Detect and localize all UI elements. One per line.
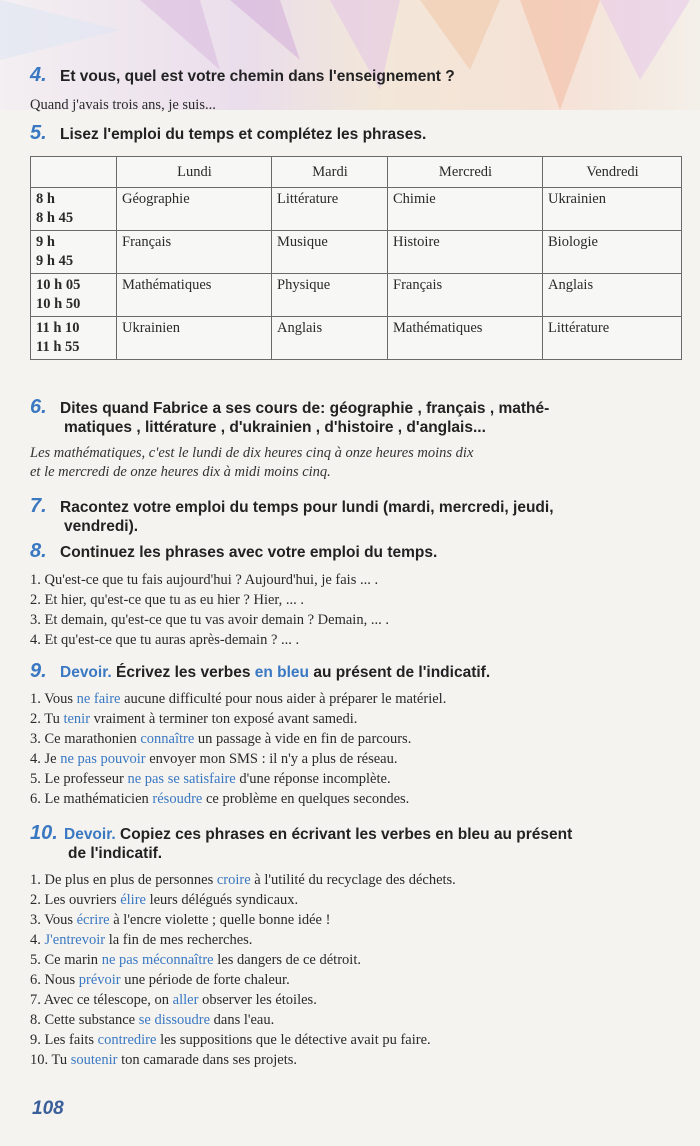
list-item bbox=[30, 991, 317, 1010]
table-row bbox=[31, 188, 682, 231]
exercise-4-prompt: Quand j'avais trois ans, je suis... bbox=[30, 97, 216, 113]
exercise-10-heading bbox=[30, 824, 686, 863]
header-cell-mardi: Mardi bbox=[272, 157, 388, 188]
list-item: 2. Et hier, qu'est-ce que tu as eu hier ? Hier, ... . bbox=[30, 592, 305, 608]
list-item bbox=[30, 770, 391, 789]
sentence-end: à l'utilité du recyclage des déchets. bbox=[250, 872, 456, 888]
blue-verb: connaître bbox=[140, 731, 195, 747]
header-cell-vendredi: Vendredi bbox=[543, 157, 682, 188]
blue-verb: tenir bbox=[63, 711, 91, 727]
list-item bbox=[30, 750, 398, 769]
blue-verb: prévoir bbox=[78, 972, 121, 988]
sentence-start: 2. Tu bbox=[30, 711, 64, 727]
list-item bbox=[30, 971, 290, 990]
table-cell: Français bbox=[117, 231, 272, 274]
list-item bbox=[30, 1051, 297, 1070]
list-item bbox=[30, 1031, 431, 1050]
table-cell: Mathématiques bbox=[117, 274, 272, 317]
time-start: 11 h 10 bbox=[36, 320, 80, 336]
sentence-start: 9. Les faits bbox=[30, 1032, 98, 1048]
schedule-table bbox=[30, 156, 682, 360]
blue-verb: soutenir bbox=[70, 1052, 118, 1068]
time-cell bbox=[31, 317, 117, 360]
sentence-end: la fin de mes recherches. bbox=[105, 932, 253, 948]
time-start: 10 h 05 bbox=[36, 277, 81, 293]
exercise-number: 10. bbox=[30, 822, 58, 844]
table-cell: Anglais bbox=[543, 274, 682, 317]
table-header-row bbox=[31, 157, 682, 188]
sentence-start: 7. Avec ce télescope, on bbox=[30, 992, 173, 1008]
list-item bbox=[30, 1011, 274, 1030]
sentence-end: observer les étoiles. bbox=[198, 992, 317, 1008]
exercise-number: 7. bbox=[30, 495, 47, 517]
table-row bbox=[31, 274, 682, 317]
table-row bbox=[31, 317, 682, 360]
exercise-5-heading bbox=[30, 124, 686, 144]
blue-verb: J'entrevoir bbox=[44, 932, 106, 948]
exercise-number: 9. bbox=[30, 660, 47, 682]
exercise-title-part: Écrivez les verbes bbox=[111, 664, 255, 681]
blue-verb: élire bbox=[120, 892, 146, 908]
exercise-number: 6. bbox=[30, 396, 47, 418]
exercise-title: Et vous, quel est votre chemin dans l'enseignement ? bbox=[60, 68, 455, 85]
list-item bbox=[30, 730, 411, 749]
sentence-end: un passage à vide en fin de parcours. bbox=[194, 731, 412, 747]
list-item: 4. Et qu'est-ce que tu auras après-demain ? ... . bbox=[30, 632, 300, 648]
blue-verb: se dissoudre bbox=[138, 1012, 211, 1028]
exercise-6-heading bbox=[30, 398, 686, 437]
list-item bbox=[30, 911, 330, 930]
sentence-end: les dangers de ce détroit. bbox=[213, 952, 361, 968]
sentence-end: ce problème en quelques secondes. bbox=[202, 791, 410, 807]
list-item bbox=[30, 690, 446, 709]
sentence-start: 1. Vous bbox=[30, 691, 77, 707]
time-end: 9 h 45 bbox=[36, 253, 74, 269]
time-start: 9 h bbox=[36, 234, 55, 250]
list-item bbox=[30, 710, 357, 729]
sentence-end: dans l'eau. bbox=[210, 1012, 275, 1028]
blue-verb: résoudre bbox=[152, 791, 203, 807]
table-row bbox=[31, 231, 682, 274]
table-cell: Chimie bbox=[388, 188, 543, 231]
exercise-title: Continuez les phrases avec votre emploi du temps. bbox=[60, 544, 438, 561]
page-number: 108 bbox=[32, 1098, 64, 1119]
devoir-label: Devoir. bbox=[64, 826, 116, 843]
exercise-title-line2: vendredi). bbox=[64, 518, 139, 535]
time-start: 8 h bbox=[36, 191, 55, 207]
sentence-start: 1. De plus en plus de personnes bbox=[30, 872, 217, 888]
exercise-number: 5. bbox=[30, 122, 47, 144]
header-cell-empty bbox=[31, 157, 117, 188]
blue-verb: écrire bbox=[76, 912, 110, 928]
blue-verb: croire bbox=[216, 872, 251, 888]
table-cell: Français bbox=[388, 274, 543, 317]
sentence-end: ton camarade dans ses projets. bbox=[117, 1052, 298, 1068]
sentence-end: les suppositions que le détective avait pu faire. bbox=[156, 1032, 431, 1048]
table-cell: Ukrainien bbox=[543, 188, 682, 231]
devoir-label: Devoir. bbox=[60, 664, 112, 681]
table-cell: Littérature bbox=[543, 317, 682, 360]
blue-verb: contredire bbox=[97, 1032, 157, 1048]
sentence-start: 4. Je bbox=[30, 751, 61, 767]
time-cell bbox=[31, 188, 117, 231]
sentence-start: 8. Cette substance bbox=[30, 1012, 139, 1028]
list-item: 3. Et demain, qu'est-ce que tu vas avoir demain ? Demain, ... . bbox=[30, 612, 389, 628]
exercise-title-line2: matiques , littérature , d'ukrainien , d'histoire , d'anglais... bbox=[64, 419, 486, 436]
exercise-title: Lisez l'emploi du temps et complétez les phrases. bbox=[60, 126, 427, 143]
blue-verb: aller bbox=[172, 992, 199, 1008]
example-line-1: Les mathématiques, c'est le lundi de dix heures cinq à onze heures moins dix bbox=[30, 445, 474, 461]
table-cell: Ukrainien bbox=[117, 317, 272, 360]
sentence-end: d'une réponse incomplète. bbox=[235, 771, 391, 787]
sentence-end: à l'encre violette ; quelle bonne idée ! bbox=[109, 912, 331, 928]
table-cell: Géographie bbox=[117, 188, 272, 231]
sentence-end: envoyer mon SMS : il n'y a plus de réseau. bbox=[145, 751, 398, 767]
sentence-end: leurs délégués syndicaux. bbox=[145, 892, 299, 908]
exercise-9-heading bbox=[30, 662, 686, 682]
sentence-start: 3. Vous bbox=[30, 912, 77, 928]
example-line-2: et le mercredi de onze heures dix à midi moins cinq. bbox=[30, 464, 331, 480]
list-item bbox=[30, 931, 252, 950]
time-cell bbox=[31, 231, 117, 274]
blue-verb: ne pas méconnaître bbox=[101, 952, 214, 968]
exercise-title-line1: Dites quand Fabrice a ses cours de: géographie , français , mathé- bbox=[60, 400, 550, 417]
list-item bbox=[30, 891, 298, 910]
time-end: 10 h 50 bbox=[36, 296, 81, 312]
sentence-start: 2. Les ouvriers bbox=[30, 892, 121, 908]
sentence-start: 5. Le professeur bbox=[30, 771, 128, 787]
sentence-start: 4. bbox=[30, 932, 45, 948]
sentence-start: 6. Le mathématicien bbox=[30, 791, 153, 807]
sentence-start: 6. Nous bbox=[30, 972, 79, 988]
exercise-number: 8. bbox=[30, 540, 47, 562]
table-cell: Histoire bbox=[388, 231, 543, 274]
table-cell: Anglais bbox=[272, 317, 388, 360]
list-item: 1. Qu'est-ce que tu fais aujourd'hui ? Aujourd'hui, je fais ... . bbox=[30, 572, 379, 588]
list-item bbox=[30, 951, 361, 970]
sentence-start: 10. Tu bbox=[30, 1052, 71, 1068]
exercise-4-heading bbox=[30, 66, 686, 86]
blue-verb: ne faire bbox=[76, 691, 121, 707]
sentence-start: 5. Ce marin bbox=[30, 952, 102, 968]
exercise-title-part: Copiez ces phrases en écrivant les verbes en bleu au présent bbox=[115, 826, 573, 843]
exercise-7-heading bbox=[30, 497, 686, 536]
sentence-start: 3. Ce marathonien bbox=[30, 731, 141, 747]
table-cell: Mathématiques bbox=[388, 317, 543, 360]
blue-verb: ne pas pouvoir bbox=[60, 751, 146, 767]
blue-verb: ne pas se satisfaire bbox=[127, 771, 236, 787]
sentence-end: vraiment à terminer ton exposé avant samedi. bbox=[90, 711, 358, 727]
exercise-title-blue: en bleu bbox=[254, 664, 310, 681]
sentence-end: aucune difficulté pour nous aider à préparer le matériel. bbox=[120, 691, 447, 707]
table-cell: Musique bbox=[272, 231, 388, 274]
header-cell-lundi: Lundi bbox=[117, 157, 272, 188]
table-cell: Biologie bbox=[543, 231, 682, 274]
exercise-8-heading bbox=[30, 542, 686, 562]
sentence-end: une période de forte chaleur. bbox=[120, 972, 290, 988]
table-cell: Physique bbox=[272, 274, 388, 317]
exercise-title-line1: Racontez votre emploi du temps pour lundi (mardi, mercredi, jeudi, bbox=[60, 499, 554, 516]
exercise-title-part: au présent de l'indicatif. bbox=[309, 664, 491, 681]
list-item bbox=[30, 790, 409, 809]
header-cell-mercredi: Mercredi bbox=[388, 157, 543, 188]
table-cell: Littérature bbox=[272, 188, 388, 231]
exercise-title-line2: de l'indicatif. bbox=[68, 845, 163, 862]
time-cell bbox=[31, 274, 117, 317]
exercise-number: 4. bbox=[30, 64, 47, 86]
time-end: 11 h 55 bbox=[36, 339, 80, 355]
list-item bbox=[30, 871, 456, 890]
time-end: 8 h 45 bbox=[36, 210, 74, 226]
